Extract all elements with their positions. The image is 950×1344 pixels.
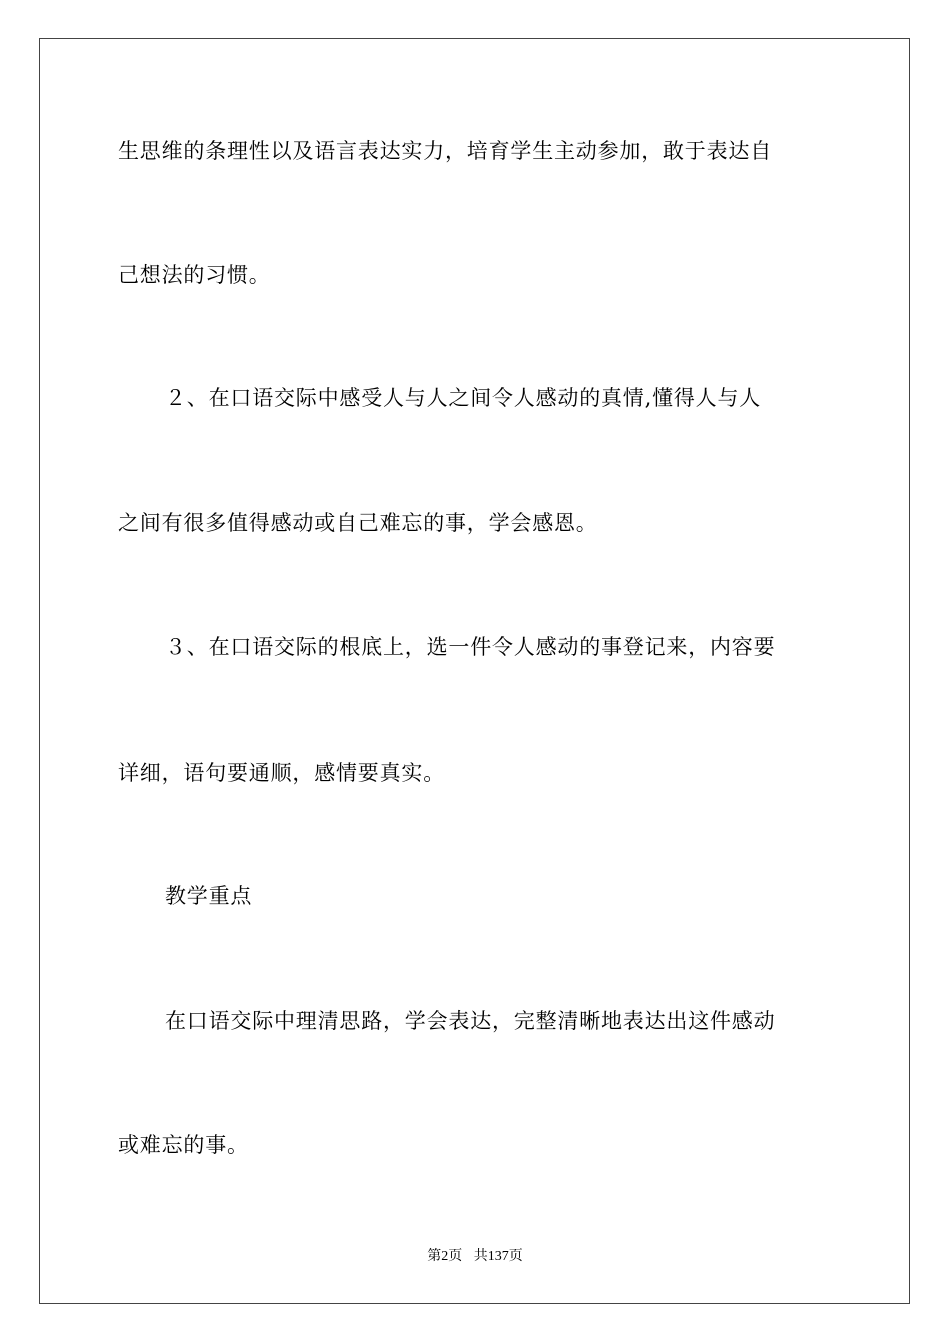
page-total: 共137页 bbox=[473, 1249, 523, 1264]
paragraph-line: 在口语交际中理清思路，学会表达，完整清晰地表达出这件感动 bbox=[165, 1009, 776, 1033]
page-footer bbox=[0, 1247, 950, 1267]
page-number: 第2页 bbox=[427, 1249, 463, 1264]
paragraph-line: 详细，语句要通顺，感情要真实。 bbox=[118, 761, 445, 785]
page-border bbox=[39, 38, 910, 1304]
paragraph-line: 生思维的条理性以及语言表达实力，培育学生主动参加，敢于表达自 bbox=[118, 139, 772, 163]
paragraph-line: 之间有很多值得感动或自己难忘的事，学会感恩。 bbox=[118, 511, 598, 535]
paragraph-line: ２、在口语交际中感受人与人之间令人感动的真情,懂得人与人 bbox=[165, 386, 762, 410]
section-heading: 教学重点 bbox=[165, 884, 253, 908]
paragraph-line: 己想法的习惯。 bbox=[118, 263, 271, 287]
paragraph-line: ３、在口语交际的根底上，选一件令人感动的事登记来，内容要 bbox=[165, 635, 776, 659]
paragraph-line: 或难忘的事。 bbox=[118, 1133, 249, 1157]
